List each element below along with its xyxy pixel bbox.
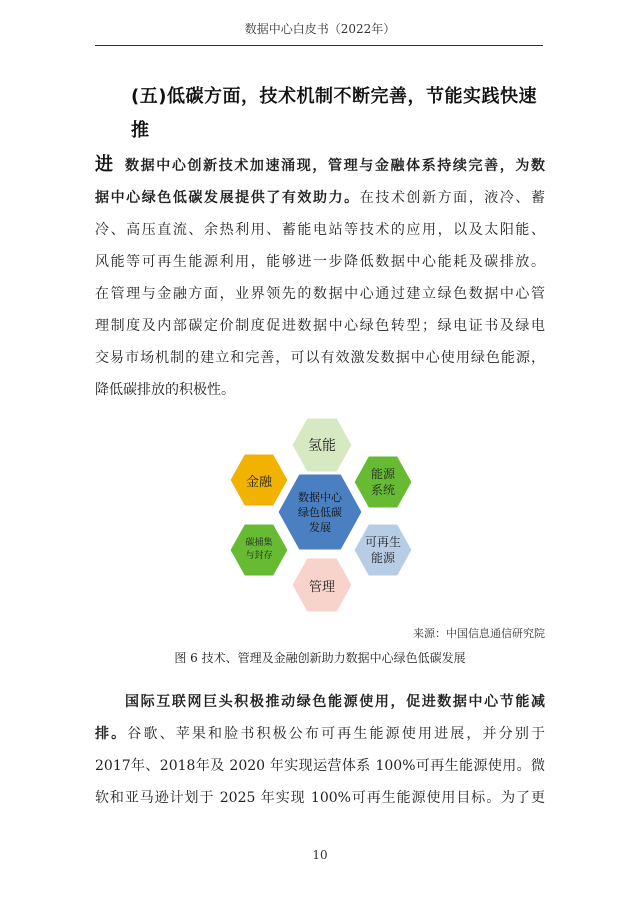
hex-bottom-label: 管理 <box>308 579 335 595</box>
hex-upper-right-label: 能源 系统 <box>370 467 395 497</box>
figure-source: 来源：中国信息通信研究院 <box>413 627 545 640</box>
hex-lower-right-label: 可再生 能源 <box>364 535 401 565</box>
hex-upper-left-label: 金融 <box>245 474 272 490</box>
hex-lower-left-label: 碳捕集 与封存 <box>245 538 273 561</box>
para1-line2-rest: 在技术创新方面，液冷、蓄 <box>359 190 546 206</box>
para1-line8: 降低碳排放的积极性。 <box>95 382 235 398</box>
para1-line3: 冷、高压直流、余热利用、蓄能电站等技术的应用，以及太阳能、 <box>95 222 545 238</box>
hex-upper-right <box>354 456 412 508</box>
hexagon-diagram <box>220 418 420 618</box>
para1-line1: 数据中心创新技术加速涌现，管理与金融体系持续完善，为数 <box>125 158 545 174</box>
header-divider <box>95 45 543 46</box>
hex-top-label: 氢能 <box>308 438 336 454</box>
section-heading-line1: (五)低碳方面，技术机制不断完善，节能实践快速推 <box>131 86 537 141</box>
body-paragraph-2 <box>95 686 545 814</box>
para2-line1: 国际互联网巨头积极推动绿色能源使用，促进数据中心节能减 <box>125 694 545 710</box>
para1-line4: 风能等可再生能源利用，能够进一步降低数据中心能耗及碳排放。 <box>95 254 545 270</box>
page-number: 10 <box>312 848 328 862</box>
para1-line7: 交易市场机制的建立和完善，可以有效激发数据中心使用绿色能源， <box>95 350 545 366</box>
para1-line2-bold: 据中心绿色低碳发展提供了有效助力。 <box>95 190 360 206</box>
para1-line2 <box>95 182 545 214</box>
para2-line2 <box>95 718 545 750</box>
hex-lower-right <box>354 524 412 576</box>
hex-center <box>278 474 362 550</box>
para1-line6: 理制度及内部碳定价制度促进数据中心绿色转型；绿电证书及绿电 <box>95 318 545 334</box>
para2-line2-bold: 排。 <box>95 726 128 742</box>
hex-top <box>292 418 352 472</box>
running-header: 数据中心白皮书（2022年） <box>244 22 396 36</box>
figure-caption: 图 6 技术、管理及金融创新助力数据中心绿色低碳发展 <box>174 651 466 665</box>
hex-center-label: 数据中心 绿色低碳 发展 <box>298 490 342 534</box>
body-paragraph-1 <box>95 150 545 406</box>
section-heading-line2: 进 <box>95 154 114 175</box>
para1-line5: 在管理与金融方面，业界领先的数据中心通过建立绿色数据中心管 <box>95 286 545 302</box>
para2-line4: 软和亚马逊计划于 2025 年实现 100%可再生能源使用目标。为了更 <box>95 790 545 806</box>
para2-line2-rest: 谷歌、苹果和脸书积极公布可再生能源使用进展，并分别于 <box>127 726 545 742</box>
hex-bottom <box>292 558 352 612</box>
hex-lower-left <box>230 524 288 576</box>
para2-line3: 2017年、2018年及 2020 年实现运营体系 100%可再生能源使用。微 <box>95 758 545 774</box>
